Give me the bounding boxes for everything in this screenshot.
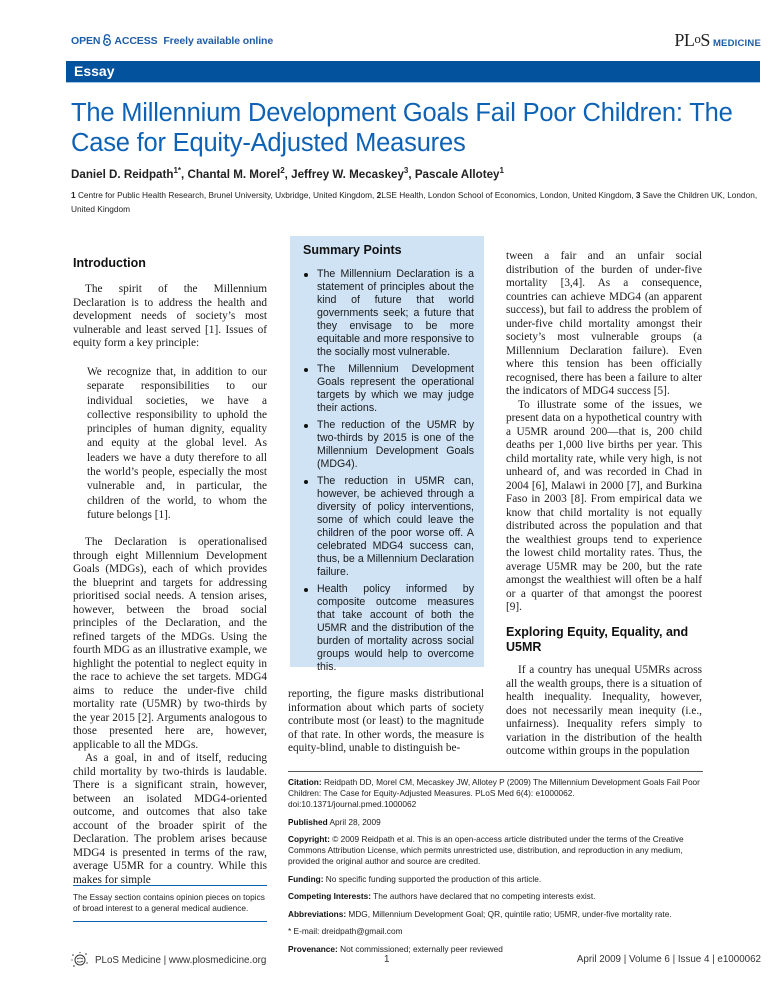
- summary-item: The Millennium Development Goals represent the operational targets by which we may judge their actions.: [303, 363, 474, 415]
- plos-globe-icon: [71, 951, 89, 969]
- issue-info: April 2009 | Volume 6 | Issue 4 | e1000062: [576, 954, 761, 965]
- page-number: 1: [384, 954, 390, 965]
- paragraph: To illustrate some of the issues, we present data on a hypothetical country with a U5MR around 200—that is, 200 child deaths per 1,000 live births per year. This child mortality rate, while very high, is not unheard of, and was recorded in Chad in 2004 [6], Malawi in 2000 [7], and Burkina Faso in 2003 [8]. From empirical data we know that child mortality is not equally distributed across the population and that the wealthiest groups tend to experience the lowest child mortality rates. Thus, the average U5MR may be 200, but the rate amongst the wealthiest will often be a half or a quarter of that amongst the poorest [9].: [506, 398, 702, 613]
- bullet-icon: [304, 424, 308, 428]
- body-column-2: [288, 688, 484, 756]
- author-list: Daniel D. Reidpath$^{1*}$, Chantal M. Morel$^2$, Jeffrey W. Mecaskey$^3$, Pascale Allotey$^1$: [71, 166, 504, 181]
- article-title: The Millennium Development Goals Fail Poor Children: The Case for Equity-Adjusted Measures: [71, 99, 733, 157]
- body-column-3: [506, 250, 702, 615]
- journal-logo: PLoS MEDICINE: [674, 30, 761, 50]
- published-date: Published April 28, 2009: [288, 816, 381, 827]
- header-strip: [71, 31, 761, 51]
- funding: Funding: No specific funding supported the production of this article.: [288, 873, 542, 884]
- paragraph: tween a fair and an unfair social distribution of the burden of under-five mortality [3,4]. As a consequence, countries can achieve MDG4 (an apparent success), but fail to address the problem of under-five child mortality amongst their society’s most vulnerable groups (a Millennium Declaration failure). Even where this tension has been officially recognised, there has been a failure to alter the indicators of MDG4 success [5].: [506, 250, 702, 397]
- exploring-heading: Exploring Equity, Equality, and U5MR: [506, 625, 689, 654]
- page-footer: [71, 949, 761, 969]
- author: Daniel D. Reidpath: [71, 167, 174, 181]
- author: Pascale Allotey: [414, 167, 500, 181]
- summary-item: The Millennium Declaration is a statement of principles about the kind of future that world governments seek; a future that they envisage to be more equitable and more responsive to the socially most vulnerable.: [303, 268, 474, 359]
- paragraph: The Declaration is operationalised through eight Millennium Development Goals (MDGs), each of which provides the blueprint and targets for addressing prioritised social needs. A tension arises, however, between the broad social principles of the Declaration, and the refined targets of the MDGs. Using the fourth MDG as an illustrative example, we highlight the potential to neglect equity in the race to achieve the set targets. MDG4 aims to reduce the under-five child mortality rate (U5MR) by two-thirds by the year 2015 [2]. Arguments analogous to those presented here are, however, applicable to all the MDGs.: [73, 536, 267, 751]
- affiliations: 1 Centre for Public Health Research, Brunel University, Uxbridge, United Kingdom, 2LSE Health, London School of Economics, London, United Kingdom, 3 Save the Children UK, London, United Kingdom: [71, 190, 758, 214]
- summary-list: [303, 268, 474, 674]
- essay-section-note: The Essay section contains opinion pieces on topics of broad interest to a general medical audience.: [73, 885, 267, 922]
- declaration-quote: We recognize that, in addition to our separate responsibilities to our individual societies, we have a collective responsibility to uphold the principles of human dignity, equality and equity at the global level. As leaders we have a duty therefore to all the world’s people, especially the most vulnerable and, in particular, the children of the world, to whom the future belongs [1].: [87, 366, 267, 521]
- bullet-icon: [304, 588, 308, 592]
- summary-points-box: [290, 236, 484, 673]
- section-bar: [66, 61, 760, 83]
- provenance: Provenance: Not commissioned; externally peer reviewed: [288, 943, 503, 954]
- article-metadata: [288, 771, 703, 961]
- paragraph: As a goal, in and of itself, reducing child mortality by two-thirds is laudable. There is a significant strain, however, between an isolated MDG4-oriented outcome, and outcomes that also take account of the broader spirit of the Declaration. The problem arises because MDG4 is presented in terms of the raw, average U5MR for a country. While this makes for simple: [73, 752, 267, 886]
- introduction-heading: Introduction: [73, 256, 146, 270]
- citation: Citation: Reidpath DD, Morel CM, Mecaskey JW, Allotey P (2009) The Millennium Development Goals Fail Poor Children: The Case for Equity-Adjusted Measures. PLoS Med 6(4): e1000062. doi:10.1371/journal.pmed.1000062: [288, 777, 700, 809]
- open-lock-icon: [102, 34, 112, 46]
- section-label: Essay: [74, 63, 115, 79]
- abbreviations: Abbreviations: MDG, Millennium Development Goal; QR, quintile ratio; U5MR, under-five mortality rate.: [288, 908, 672, 919]
- summary-item: The reduction in U5MR can, however, be achieved through a diversity of policy interventions, some of which could leave the children of the poor worse off. A celebrated MDG4 success can, thus, be a Millennium Declaration failure.: [303, 475, 474, 579]
- bullet-icon: [304, 480, 308, 484]
- summary-item: Health policy informed by composite outcome measures that take account of both the U5MR and the distribution of the burden of mortality across social groups would help to overcome this.: [303, 583, 474, 674]
- competing-interests: Competing Interests: The authors have declared that no competing interests exist.: [288, 891, 596, 901]
- bullet-icon: [304, 273, 308, 277]
- summary-heading: Summary Points: [303, 243, 402, 257]
- intro-paragraph: The spirit of the Millennium Declaration is to address the health and development needs of society’s most vulnerable and least served [1]. Issues of equity form a key principle:: [73, 283, 267, 349]
- paragraph: reporting, the figure masks distributional information about which parts of society contribute most (or least) to the magnitude of that rate. In other words, the measure is equity-blind, unable to distinguish be-: [288, 688, 484, 754]
- bullet-icon: [304, 368, 308, 372]
- author-email[interactable]: * E-mail: dreidpath@gmail.com: [288, 926, 403, 936]
- paragraph: If a country has unequal U5MRs across all the wealth groups, there is a situation of health inequality. Inequality, however, does not necessarily mean inequity (i.e., unfairness). Inequality refers simply to variation in the distribution of the health outcome within groups in the population: [506, 664, 702, 757]
- journal-site: PLoS Medicine | www.plosmedicine.org: [95, 954, 267, 966]
- author: Chantal M. Morel: [187, 167, 281, 181]
- summary-item: The reduction of the U5MR by two-thirds by 2015 is one of the Millennium Development Goals (MDG4).: [303, 419, 474, 471]
- copyright: Copyright: © 2009 Reidpath et al. This is an open-access article distributed under the terms of the Creative Commons Attribution License, which permits unrestricted use, distribution, and reproduction in any medium, provided the original author and source are credited.: [288, 834, 684, 866]
- author: Jeffrey W. Mecaskey: [291, 167, 404, 181]
- exploring-body: [506, 664, 702, 759]
- open-access-badge: OPEN ACCESS Freely available online: [71, 35, 274, 47]
- body-column-1: [73, 536, 267, 887]
